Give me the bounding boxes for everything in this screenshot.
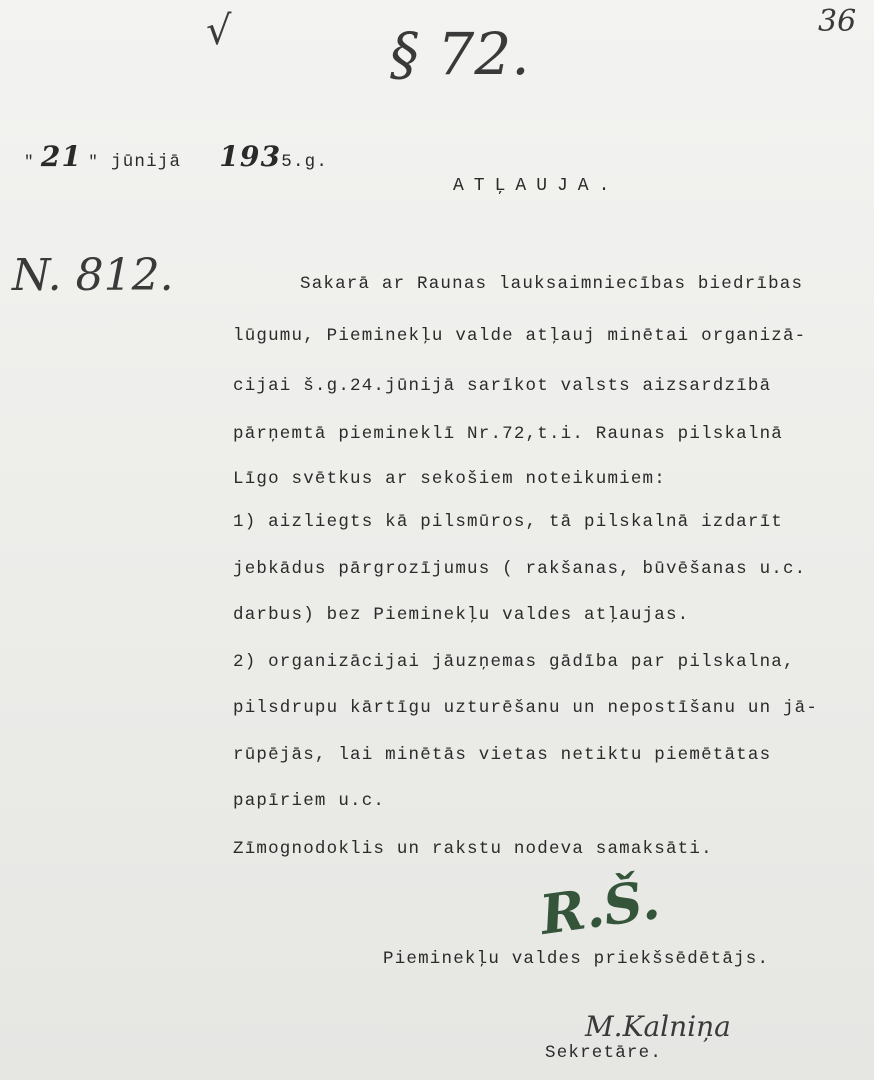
chair-title: Pieminekļu valdes priekšsēdētājs. (383, 949, 770, 969)
body-line: pilsdrupu kārtīgu uzturēšanu un nepostīšanu un jā- (233, 698, 819, 718)
date-close-quote: " (88, 153, 99, 171)
check-mark: √ (206, 8, 232, 54)
body-line: 1) aizliegts kā pilsmūros, tā pilskalnā izdarīt (233, 512, 783, 532)
body-line: Līgo svētkus ar sekošiem noteikumiem: (233, 469, 666, 489)
document-title: ATĻAUJA. (453, 176, 620, 196)
body-line: pārņemtā piemineklī Nr.72,t.i. Raunas pilskalnā (233, 424, 783, 444)
date-day: 21 (40, 140, 83, 173)
body-line: lūgumu, Pieminekļu valde atļauj minētai organizā- (233, 326, 807, 346)
body-line: jebkādus pārgrozījumus ( rakšanas, būvēšanas u.c. (233, 559, 807, 579)
secretary-title: Sekretāre. (545, 1043, 663, 1063)
date-open-quote: " (24, 153, 35, 171)
reference-mark: § 72. (390, 20, 530, 88)
date-line (24, 140, 328, 173)
chair-signature: R.Š. (536, 866, 664, 948)
body-line: cijai š.g.24.jūnijā sarīkot valsts aizsardzībā (233, 376, 772, 396)
body-line: darbus) bez Pieminekļu valdes atļaujas. (233, 605, 690, 625)
secretary-signature: M.Kalniņa (585, 1010, 731, 1043)
page-number: 36 (818, 4, 857, 39)
body-line: Sakarā ar Raunas lauksaimniecības biedrības (300, 274, 804, 294)
date-year-typed: 5.g. (281, 152, 329, 172)
registration-number: N. 812. (12, 250, 174, 301)
body-line: 2) organizācijai jāuzņemas gādība par pilskalna, (233, 652, 795, 672)
body-line: Zīmognodoklis un rakstu nodeva samaksāti. (233, 839, 713, 859)
date-month: jūnijā (111, 152, 182, 172)
body-line: papīriem u.c. (233, 791, 386, 811)
body-line: rūpējās, lai minētās vietas netiktu piemētātas (233, 745, 772, 765)
date-year-handwritten: 193 (219, 140, 282, 173)
